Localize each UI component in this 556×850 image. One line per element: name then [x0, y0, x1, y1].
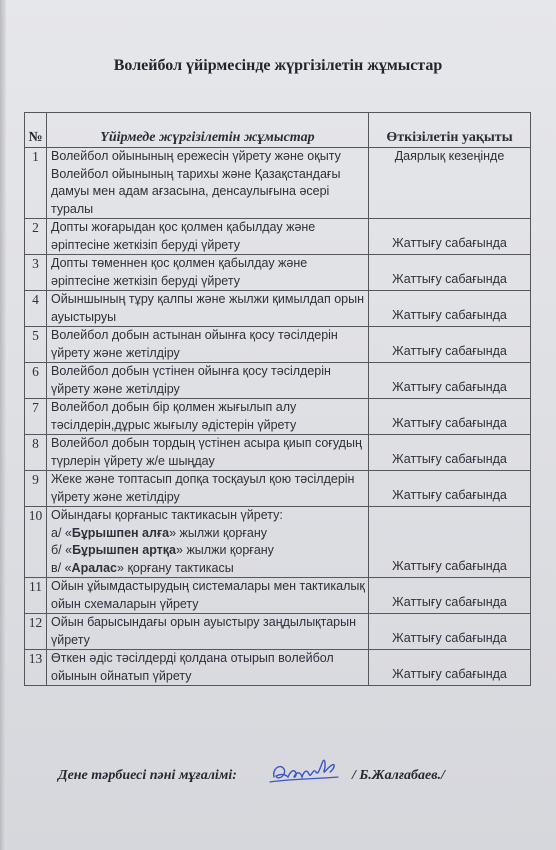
row-time: Жаттығу сабағында [369, 614, 531, 650]
table-row [25, 435, 531, 471]
row-number: 13 [25, 650, 47, 686]
table-row [25, 363, 531, 399]
table-row [25, 650, 531, 686]
row-activity: Ойын барысындағы орын ауыстыру заңдылықтарын үйрету [47, 614, 369, 650]
table-row [25, 255, 531, 291]
header-time: Өткізілетін уақыты [369, 113, 531, 148]
row-activity: Өткен әдіс тәсілдерді қолдана отырып волейбол ойынын ойнатып үйрету [47, 650, 369, 686]
row-time: Жаттығу сабағында [369, 471, 531, 507]
defense-tactic-b [51, 542, 368, 560]
row-time: Даярлық кезеңінде [369, 148, 531, 219]
row-time: Жаттығу сабағында [369, 578, 531, 614]
row-time: Жаттығу сабағында [369, 435, 531, 471]
row-activity: Жеке және топтасып допқа тосқауыл қою тәсілдерін үйрету және жетілдіру [47, 471, 369, 507]
table-row [25, 219, 531, 255]
table-header-row [25, 113, 531, 148]
row-activity: Волейбол добын үстінен ойынға қосу тәсілдерін үйрету және жетілдіру [47, 363, 369, 399]
defense-tactic-c [51, 560, 368, 578]
row-activity: Ойыншының тұру қалпы және жылжи қимылдап орын ауыстыруы [47, 291, 369, 327]
row-number: 2 [25, 219, 47, 255]
row-number: 11 [25, 578, 47, 614]
signature-image [268, 755, 346, 789]
row-time: Жаттығу сабағында [369, 363, 531, 399]
row-number: 8 [25, 435, 47, 471]
row-activity: Волейбол добын бір қолмен жығылып алу тәсілдерін,дұрыс жығылу әдістерін үйрету [47, 399, 369, 435]
table-row [25, 578, 531, 614]
row-activity [47, 507, 369, 578]
table-row [25, 148, 531, 219]
row-time: Жаттығу сабағында [369, 219, 531, 255]
row-activity: Волейбол добын астынан ойынға қосу тәсілдерін үйрету және жетілдіру [47, 327, 369, 363]
table-row [25, 614, 531, 650]
row-time: Жаттығу сабағында [369, 327, 531, 363]
row-time: Жаттығу сабағында [369, 650, 531, 686]
row-activity: Ойын ұйымдастырудың системалары мен тактикалық ойын схемаларын үйрету [47, 578, 369, 614]
row-activity: Волейбол добын тордың үстінен асыра қиып соғудың түрлерін үйрету ж/е шыңдау [47, 435, 369, 471]
row-time: Жаттығу сабағында [369, 255, 531, 291]
row-number: 7 [25, 399, 47, 435]
tactic-a-prefix: а/ « [51, 525, 72, 540]
row-number: 10 [25, 507, 47, 578]
tactic-c-suffix: » қорғану тактикасы [117, 560, 234, 575]
tactic-b-suffix: » жылжи қорғану [176, 543, 274, 557]
table-row [25, 327, 531, 363]
row-number: 4 [25, 291, 47, 327]
row-number: 9 [25, 471, 47, 507]
tactic-a-name: Бұрышпен алға [71, 525, 170, 540]
row-time: Жаттығу сабағында [369, 399, 531, 435]
row-activity: Допты төменнен қос қолмен қабылдау және әріптесіне жеткізіп беруді үйрету [47, 255, 369, 291]
tactic-c-name: Аралас [71, 560, 118, 575]
table-row [25, 507, 531, 578]
teacher-name: / Б.Жалғабаев./ [352, 768, 445, 783]
page-edge [0, 0, 6, 850]
row-activity: Допты жоғарыдан қос қолмен қабылдау және әріптесіне жеткізіп беруді үйрету [47, 219, 369, 255]
row-time: Жаттығу сабағында [369, 507, 531, 578]
activities-table [24, 112, 531, 686]
tactic-b-name: Бұрышпен артқа [72, 543, 177, 557]
tactic-c-prefix: в/ « [51, 560, 72, 575]
defense-tactics-intro: Ойындағы қорғаныс тактикасын үйрету: [51, 508, 283, 522]
row-number: 12 [25, 614, 47, 650]
row-number: 3 [25, 255, 47, 291]
row-time: Жаттығу сабағында [369, 291, 531, 327]
row-number: 6 [25, 363, 47, 399]
row-number: 1 [25, 148, 47, 219]
defense-tactic-a [51, 525, 368, 543]
header-number: № [25, 113, 47, 148]
row-activity: Волейбол ойынының ережесін үйрету және оқыту Волейбол ойынының тарихы және Қазақстандағы дамуы мен адам ағзасына, денсаулығына әсері туралы [47, 148, 369, 219]
document-title: Волейбол үйірмесінде жүргізілетін жұмыстар [113, 57, 443, 74]
header-activities: Үйірмеде жүргізілетін жұмыстар [47, 113, 369, 148]
tactic-a-suffix: » жылжи қорғану [169, 525, 268, 540]
table-row [25, 471, 531, 507]
row-number: 5 [25, 327, 47, 363]
tactic-b-prefix: б/ « [51, 543, 73, 557]
teacher-label: Дене тәрбиесі пәні мұғалімі: [58, 768, 237, 783]
table-row [25, 291, 531, 327]
table-row [25, 399, 531, 435]
